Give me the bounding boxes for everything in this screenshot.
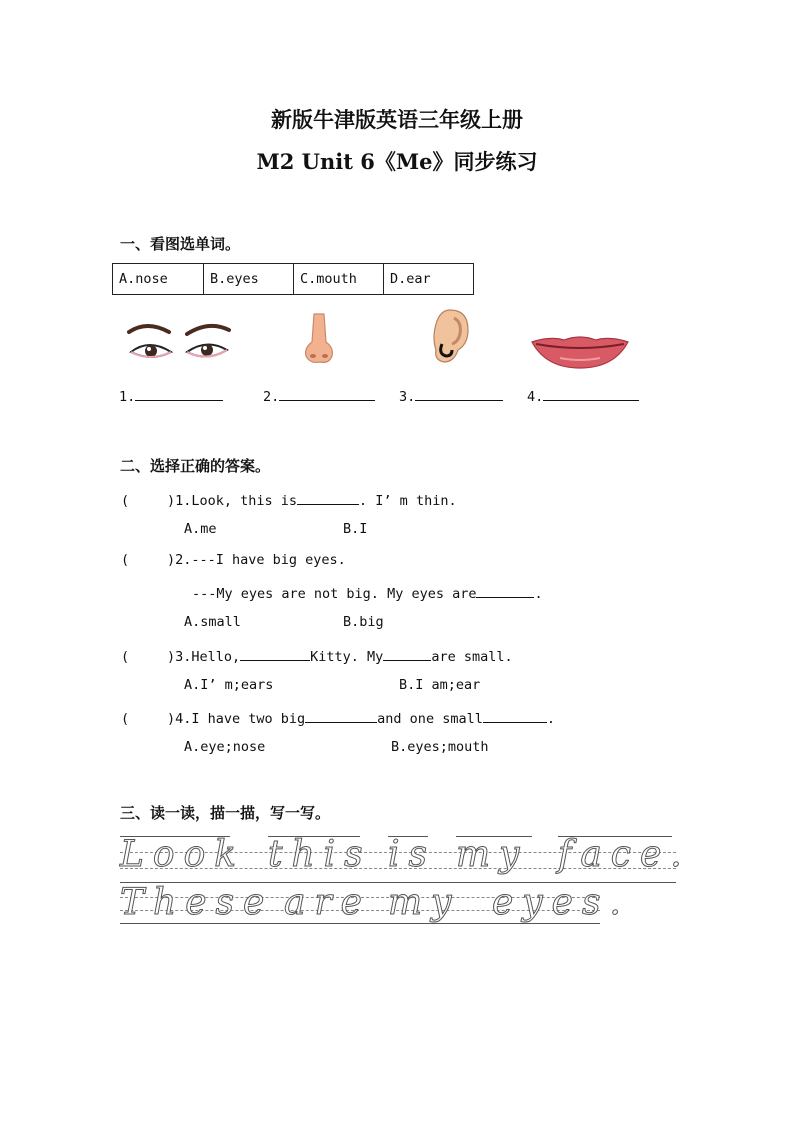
trace-word-my-2: my [388,882,461,923]
section1-heading: 一、看图选单词。 [120,235,241,253]
answer-blank-1[interactable] [135,386,223,401]
mouth-picture [530,334,630,370]
option-a: A.nose [113,264,204,295]
q4-option-a: A.eye;nose [184,739,266,755]
page-subtitle: M2 Unit 6《Me》同步练习 [256,149,538,174]
option-b: B.eyes [204,264,294,295]
q1-paren: ( [121,493,130,509]
q4-blank-1[interactable] [305,708,377,723]
q2-blank[interactable] [476,583,534,598]
q4-blank-2[interactable] [483,708,547,723]
q4-paren: ( [121,711,130,727]
picture-2-label [263,386,375,405]
q3-blank-2[interactable] [383,646,431,661]
question-4 [121,708,555,727]
num-3: 3. [399,389,416,405]
q3-text-mid: Kitty. My [310,649,384,665]
q2-line2-end: . [534,586,543,602]
option-d: D.ear [384,264,474,295]
options-table [112,263,474,295]
question-2 [121,552,346,568]
trace-word-look: Look [120,834,246,875]
trace-word-are: are [284,882,371,923]
guide-line [120,923,600,924]
q2-option-b: B.big [343,614,384,630]
q2-paren: ( [121,552,130,568]
q3-blank-1[interactable] [240,646,310,661]
answer-blank-2[interactable] [279,386,375,401]
q1-text-after: . I’ m thin. [359,493,457,509]
section2-heading: 二、选择正确的答案。 [120,457,271,475]
q2-text: )2.---I have big eyes. [167,552,346,568]
trace-word-this: this [268,834,372,875]
q3-option-a: A.I’ m;ears [184,677,274,693]
q2-option-a: A.small [184,614,241,630]
question-3 [121,646,513,665]
answer-blank-4[interactable] [543,386,639,401]
option-c: C.mouth [294,264,384,295]
eyes-picture [125,322,233,368]
q4-text-mid: and one small [377,711,483,727]
answer-blank-3[interactable] [415,386,503,401]
page-title: 新版牛津版英语三年级上册 [271,107,523,132]
num-4: 4. [527,389,544,405]
num-1: 1. [119,389,136,405]
trace-word-my: my [456,834,529,875]
q3-text-after: are small. [431,649,513,665]
q1-blank[interactable] [297,490,359,505]
trace-word-eyes: eyes. [492,882,630,923]
q1-option-b: B.I [343,521,368,537]
num-2: 2. [263,389,280,405]
q1-text: )1.Look, this is [167,493,298,509]
trace-word-is: is [388,834,436,875]
q2-line2-text: ---My eyes are not big. My eyes are [192,586,477,602]
q4-option-b: B.eyes;mouth [391,739,489,755]
picture-3-label [399,386,503,405]
question-2-line2 [192,583,543,602]
picture-4-label [527,386,639,405]
picture-1-label [119,386,223,405]
trace-word-face: face. [558,834,691,875]
q1-option-a: A.me [184,521,217,537]
question-1 [121,490,457,509]
q4-text-after: . [546,711,555,727]
nose-picture [302,312,336,366]
trace-word-these: These [120,882,274,923]
q3-option-b: B.I am;ear [399,677,481,693]
ear-picture [428,306,472,366]
q3-text: )3.Hello, [167,649,241,665]
section3-heading: 三、读一读，描一描，写一写。 [120,804,331,822]
q4-text: )4.I have two big [167,711,306,727]
q3-paren: ( [121,649,130,665]
